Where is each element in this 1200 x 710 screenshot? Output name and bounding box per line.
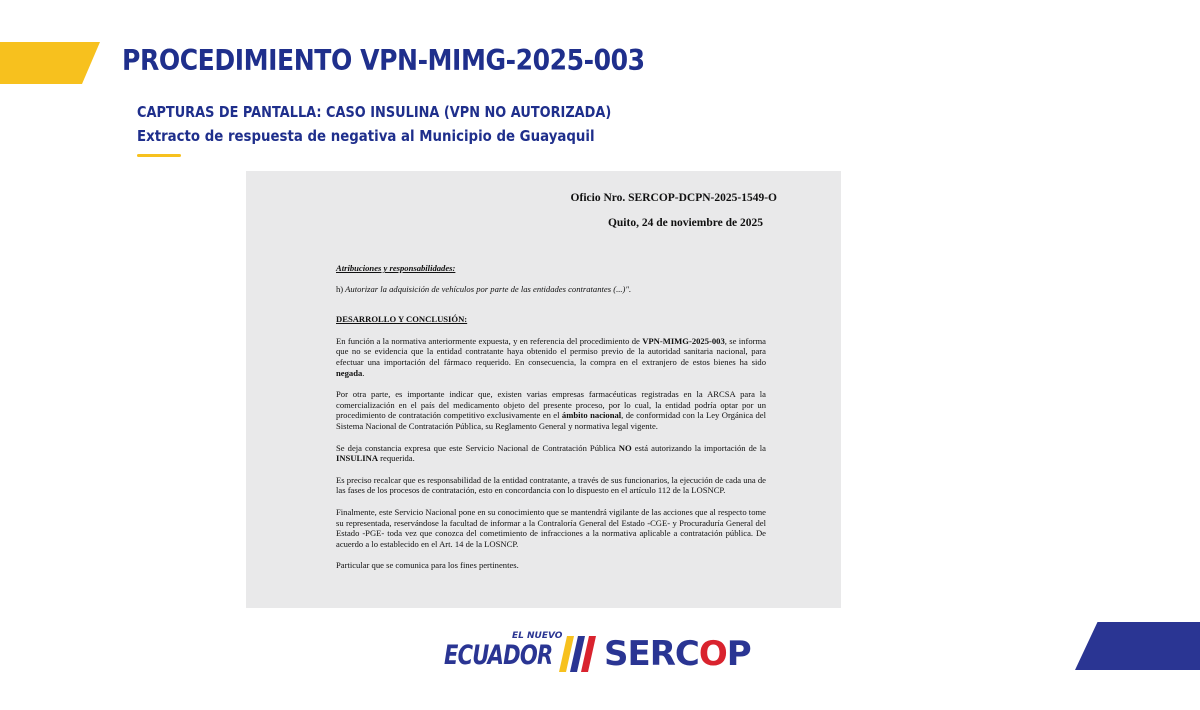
paragraph-2-text-a: Por otra parte, es importante indicar que, existen varias empresas farmacéuticas registradas en la ARCSA para la comercialización en el país del medicamento objeto del presente proceso, por lo cual, la entidad podría optar por un procedimiento de contratación competitivo exclusivamente en el	[336, 389, 766, 421]
paragraph-3-text-b: está autorizando la importación de la	[631, 442, 766, 453]
logo-sercop-red-o: O	[698, 634, 727, 674]
paragraph-1-text-c: .	[362, 367, 365, 378]
document-oficio-number: Oficio Nro. SERCOP-DCPN-2025-1549-O	[570, 192, 777, 204]
paragraph-1-procedure-code: VPN-MIMG-2025-003	[642, 335, 725, 346]
slide-title: PROCEDIMIENTO VPN-MIMG-2025-003	[122, 44, 645, 77]
document-screenshot	[246, 171, 841, 608]
atribuciones-item-text: Autorizar la adquisición de vehículos por parte de las entidades contratantes (...)".	[345, 283, 632, 294]
paragraph-1-text-a: En función a la normativa anteriormente expuesta, y en referencia del procedimiento de	[336, 335, 643, 346]
section-heading: DESARROLLO Y CONCLUSIÓN:	[336, 314, 468, 325]
slide-subtitle: CAPTURAS DE PANTALLA: CASO INSULINA (VPN NO AUTORIZADA)	[137, 103, 612, 121]
ecuador-sercop-logo	[444, 630, 764, 680]
paragraph-6: Particular que se comunica para los fines pertinentes.	[336, 560, 519, 571]
yellow-accent-tab	[0, 42, 100, 84]
paragraph-1-negada: negada	[336, 367, 363, 378]
paragraph-2	[336, 389, 766, 431]
paragraph-3-text-c: requerida.	[378, 453, 415, 464]
atribuciones-item-letter: h)	[336, 283, 344, 294]
paragraph-3-no: NO	[618, 442, 632, 453]
document-date: Quito, 24 de noviembre de 2025	[607, 217, 763, 229]
paragraph-1	[336, 336, 766, 378]
yellow-underline-divider	[137, 154, 181, 157]
logo-ecuador-text: ECUADOR	[444, 640, 553, 671]
blue-accent-tab	[1075, 622, 1200, 670]
slide-description: Extracto de respuesta de negativa al Municipio de Guayaquil	[137, 127, 595, 145]
paragraph-4: Es preciso recalcar que es responsabilidad de la entidad contratante, a través de sus funcionarios, la ejecución de cada una de las fases de los procesos de contratación, esto en concordancia con lo dispuesto en el artículo 112 de la LOSNCP.	[336, 474, 766, 496]
paragraph-3-text-a: Se deja constancia expresa que este Servicio Nacional de Contratación Pública	[336, 442, 619, 453]
paragraph-2-ambito-nacional: ámbito nacional	[561, 410, 622, 421]
paragraph-3	[336, 443, 766, 464]
logo-sercop-text	[604, 634, 751, 674]
document-body	[336, 263, 766, 571]
paragraph-1-text-b: , se informa que no se evidencia que la entidad contratante haya obtenido el permiso previo de la autoridad sanitaria nacional, para efectuar una importación del fármaco requerido. En consecuencia, la compra en el extranjero de estos bienes ha sido	[336, 335, 767, 367]
paragraph-3-insulina: INSULINA	[336, 453, 379, 464]
paragraph-5: Finalmente, este Servicio Nacional pone en su conocimiento que se mantendrá vigilante de las acciones que al respecto tome su representada, reservándose la facultad de informar a la Contraloría General del Estado -CGE- y Procuraduría General del Estado -PGE- toda vez que conozca del cometimiento de infracciones a la normativa aplicable a contratación pública. De acuerdo a lo establecido en el Art. 14 de la LOSNCP.	[336, 506, 766, 549]
logo-el-nuevo-text: EL NUEVO	[512, 631, 563, 641]
logo-sercop-part-c: P	[726, 634, 751, 674]
atribuciones-item	[336, 284, 766, 295]
paragraph-2-text-b: , de conformidad con la Ley Orgánica del Sistema Nacional de Contratación Pública, su Reglamento General y normativa legal vigente.	[336, 410, 767, 431]
flag-stripes-icon	[557, 634, 601, 674]
atribuciones-heading: Atribuciones y responsabilidades:	[336, 263, 456, 273]
logo-sercop-part-a: SERC	[604, 634, 699, 674]
